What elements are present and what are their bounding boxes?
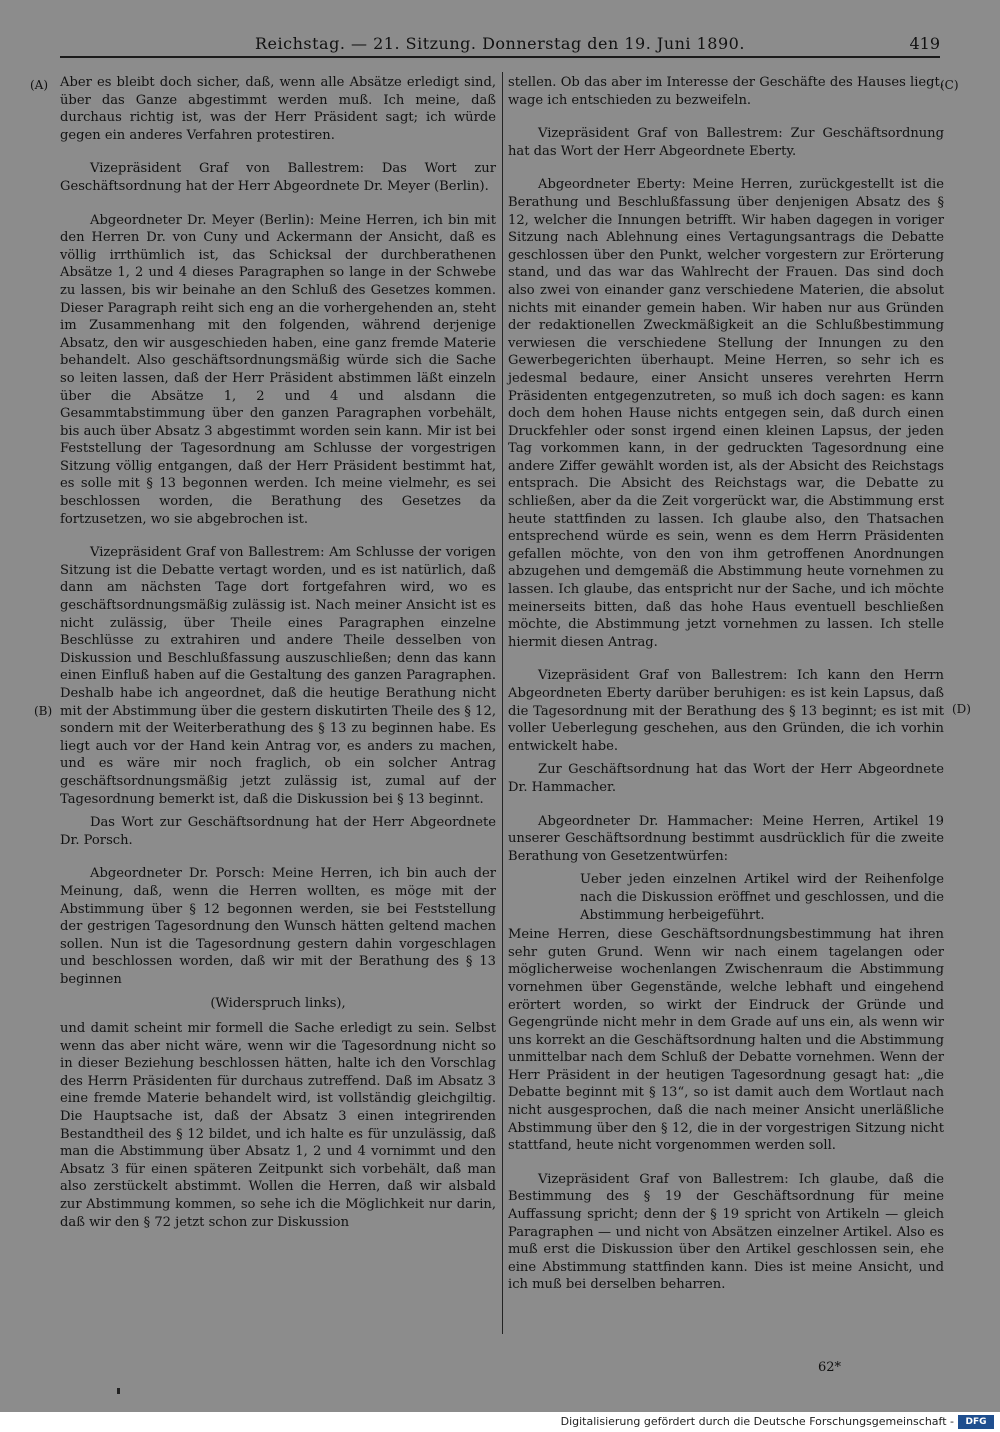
right-column bbox=[508, 74, 944, 1300]
block-quote: Ueber jeden einzelnen Artikel wird der Reihenfolge nach die Diskussion eröffnet und geschlossen, und die Abstimmung herbeigeführt. bbox=[580, 872, 944, 923]
page-header bbox=[60, 32, 940, 58]
paragraph: Abgeordneter Dr. Porsch: Meine Herren, ich bin auch der Meinung, daß, wenn die Herren wollten, es möge mit der Abstimmung über § 12 begonnen werden, sie bei Feststellung der gestrigen Tagesordnung den Wunsch hätten geltend machen sollen. Nun ist die Tagesordnung gestern dahin vorgeschlagen und beschlossen worden, daß wir mit der Berathung des § 13 beginnen bbox=[60, 866, 496, 987]
margin-marker-c: (C) bbox=[940, 78, 959, 92]
paragraph: Vizepräsident Graf von Ballestrem: Zur Geschäftsordnung hat das Wort der Herr Abgeordnete Eberty. bbox=[508, 126, 944, 159]
column-divider bbox=[502, 72, 503, 1334]
page-number: 419 bbox=[909, 34, 940, 53]
header-title: Reichstag. — 21. Sitzung. Donnerstag den 19. Juni 1890. bbox=[255, 34, 745, 53]
paragraph: Vizepräsident Graf von Ballestrem: Das Wort zur Geschäftsordnung hat der Herr Abgeordnete Dr. Meyer (Berlin). bbox=[60, 161, 496, 194]
footer-bar bbox=[0, 1412, 1000, 1432]
left-column bbox=[60, 74, 496, 1237]
margin-marker-d: (D) bbox=[952, 702, 971, 716]
paragraph: Aber es bleibt doch sicher, daß, wenn alle Absätze erledigt sind, über das Ganze abgestimmt werden muß. Ich meine, daß durchaus richtig ist, was der Herr Präsident sagt; ich würde gegen ein anderes Verfahren protestiren. bbox=[60, 75, 496, 143]
paragraph: Vizepräsident Graf von Ballestrem: Ich kann den Herrn Abgeordneten Eberty darüber beruhigen: es ist kein Lapsus, daß die Tagesordnung mit der Berathung des § 13 beginnt; es ist mit voller Ueberlegung geschehen, aus den Gründen, die ich vorhin entwickelt habe. bbox=[508, 668, 944, 754]
paragraph: Meine Herren, diese Geschäftsordnungsbestimmung hat ihren sehr guten Grund. Wenn wir nach einem tagelangen oder möglicherweise wochenlangen Zwischenraum die Abstimmung vornehmen über Gegenstände, welche lebhaft und eingehend erörtert worden, so wirkt der Eindruck der Gründe und Gegengründe nicht mehr in dem Grade auf uns ein, als wenn wir uns korrekt an die Geschäftsordnung halten und die Abstimmung unmittelbar nach dem Schluß der Debatte vornehmen. Wenn der Herr Präsident in der heutigen Tagesordnung gesagt hat: „die Debatte beginnt mit § 13“, so ist damit auch dem Wortlaut nach nicht ausgesprochen, daß die nach meiner Ansicht unerläßliche Abstimmung über den § 12, die in der vorgestrigen Sitzung nicht stattfand, heute nicht vorgenommen werden soll. bbox=[508, 927, 944, 1154]
margin-marker-b: (B) bbox=[34, 704, 53, 718]
paragraph: Das Wort zur Geschäftsordnung hat der Herr Abgeordnete Dr. Porsch. bbox=[60, 815, 496, 848]
footer-credit: Digitalisierung gefördert durch die Deutsche Forschungsgemeinschaft - bbox=[560, 1415, 954, 1428]
paragraph: Vizepräsident Graf von Ballestrem: Ich glaube, daß die Bestimmung des § 19 der Geschäftsordnung für meine Auffassung spricht; denn der § 19 spricht von Artikeln — gleich Paragraphen — und nicht von Absätzen einzelner Artikel. Also es muß erst die Diskussion über den Artikel geschlossen sein, ehe eine Abstimmung stattfinden kann. Dies ist meine Ansicht, und ich muß bei derselben beharren. bbox=[508, 1171, 944, 1293]
signature-mark: 62* bbox=[818, 1360, 842, 1375]
paragraph: Abgeordneter Dr. Hammacher: Meine Herren, Artikel 19 unserer Geschäftsordnung bestimmt ausdrücklich für die zweite Berathung von Gesetzentwürfen: bbox=[508, 813, 944, 864]
paragraph: und damit scheint mir formell die Sache erledigt zu sein. Selbst wenn das aber nicht wäre, wenn wir die Tagesordnung nicht so in dieser Beziehung beschlossen hätten, halte ich den Vorschlag des Herrn Präsidenten für durchaus zutreffend. Daß im Absatz 3 eine fremde Materie behandelt wird, ist vollständig gleichgiltig. Die Hauptsache ist, daß der Absatz 3 einen integrirenden Bestandtheil des § 12 bildet, und ich halte es für unzulässig, daß man die Abstimmung über Absatz 1, 2 und 4 vornimmt und den Absatz 3 für einen späteren Zeitpunkt sich vorbehält, daß man also zerstückelt abstimmt. Wollen die Herren, daß wir alsbald zur Abstimmung kommen, so sehe ich die Möglichkeit nur darin, daß wir den § 72 jetzt schon zur Diskussion bbox=[60, 1021, 496, 1230]
paragraph: stellen. Ob das aber im Interesse der Geschäfte des Hauses liegt, wage ich entschieden zu bezweifeln. bbox=[508, 75, 944, 108]
paragraph: Abgeordneter Dr. Meyer (Berlin): Meine Herren, ich bin mit den Herren Dr. von Cuny und Ackermann der Ansicht, daß es völlig irrthümlich ist, das Schicksal der durchberathenen Absätze 1, 2 und 4 dieses Paragraphen so lange in der Schwebe zu lassen, bis wir beinahe an den Schluß des Gesetzes kommen. Dieser Paragraph reiht sich eng an die vorhergehenden an, steht im Zusammenhang mit den folgenden, während derjenige Absatz, den wir ausgeschieden haben, eine ganz fremde Materie behandelt. Also geschäftsordnungsmäßig würde sich die Sache so leiten lassen, daß der Herr Präsident abstimmen läßt einzeln über die Absätze 1, 2 und 4 und alsdann die Gesammtabstimmung über den ganzen Paragraphen vorbehält, bis auch über Absatz 3 abgestimmt worden sein kann. Mir ist bei Feststellung der Tagesordnung am Schlusse der vorgestrigen Sitzung völlig entgangen, daß der Herr Präsident bestimmt hat, es solle mit § 13 begonnen werden. Ich meine vielmehr, es sei beschlossen worden, die Berathung des Gesetzes da fortzusetzen, wo sie abgebrochen ist. bbox=[60, 212, 496, 527]
paragraph: Abgeordneter Eberty: Meine Herren, zurückgestellt ist die Berathung und Beschlußfassung über denjenigen Absatz des § 12, welcher die Innungen betrifft. Wir haben dagegen in voriger Sitzung nach Ablehnung eines Vertagungsantrags die Debatte geschlossen über den Punkt, welcher vorgestern zur Erörterung stand, und das war das Wahlrecht der Frauen. Das sind doch also zwei von einander ganz verschiedene Materien, die absolut nichts mit einander gemein haben. Wir haben nur aus Gründen der redaktionellen Zweckmäßigkeit an die Schlußbestimmung verwiesen die verschiedene Stellung der Innungen zu den Gewerbegerichten überhaupt. Meine Herren, so sehr ich es jedesmal bedaure, einer Ansicht unseres verehrten Herrn Präsidenten entgegenzutreten, so muß ich doch sagen: es kann doch dem hohen Hause nichts entgegen sein, daß durch einen Druckfehler oder sonst irgend einen kleinen Lapsus, der jeden Tag vorkommen kann, in der gedruckten Tagesordnung eine andere Ziffer gewählt worden ist, als der Absicht des Reichstags entsprach. Die Absicht des Reichstags war, die Debatte zu schließen, aber da die Zeit vorgerückt war, die Abstimmung erst heute stattfinden zu lassen. Ich glaube also, den Thatsachen entsprechend würde es sein, wenn es dem Herrn Präsidenten gefallen möchte, von den von ihm getroffenen Anordnungen abzugehen und demgemäß die Abstimmung heute vornehmen zu lassen. Ich glaube, das entspricht nur der Sache, und ich möchte meinerseits bitten, daß das hohe Haus eventuell beschließen möchte, die Abstimmung jetzt vornehmen zu lassen. Ich stelle hiermit diesen Antrag. bbox=[508, 177, 944, 650]
margin-marker-a: (A) bbox=[30, 78, 49, 92]
paragraph: Zur Geschäftsordnung hat das Wort der Herr Abgeordnete Dr. Hammacher. bbox=[508, 762, 944, 795]
scan-speck bbox=[117, 1388, 120, 1394]
dfg-logo: DFG bbox=[958, 1415, 994, 1429]
interjection: (Widerspruch links), bbox=[210, 995, 346, 1011]
paragraph: Vizepräsident Graf von Ballestrem: Am Schlusse der vorigen Sitzung ist die Debatte vertagt worden, und es ist natürlich, daß dann am nächsten Tage dort fortgefahren wird, wo es geschäftsordnungsmäßig zulässig ist. Nach meiner Ansicht ist es nicht zulässig, über Theile eines Paragraphen einzelne Beschlüsse zu extrahiren und andere Theile desselben von Diskussion und Beschlußfassung auszuschließen; denn das kann einen Einfluß haben auf die Gestaltung des ganzen Paragraphen. Deshalb habe ich angeordnet, daß die heutige Berathung nicht mit der Abstimmung über die gestern diskutirten Theile des § 12, sondern mit der Weiterberathung des § 13 zu beginnen habe. Es liegt auch vor der Hand kein Antrag vor, es anders zu machen, und es wäre mir noch fraglich, ob ein solcher Antrag geschäftsordnungsmäßig jetzt zulässig ist, zumal auf der Tagesordnung bemerkt ist, daß die Diskussion bei § 13 beginnt. bbox=[60, 545, 496, 807]
